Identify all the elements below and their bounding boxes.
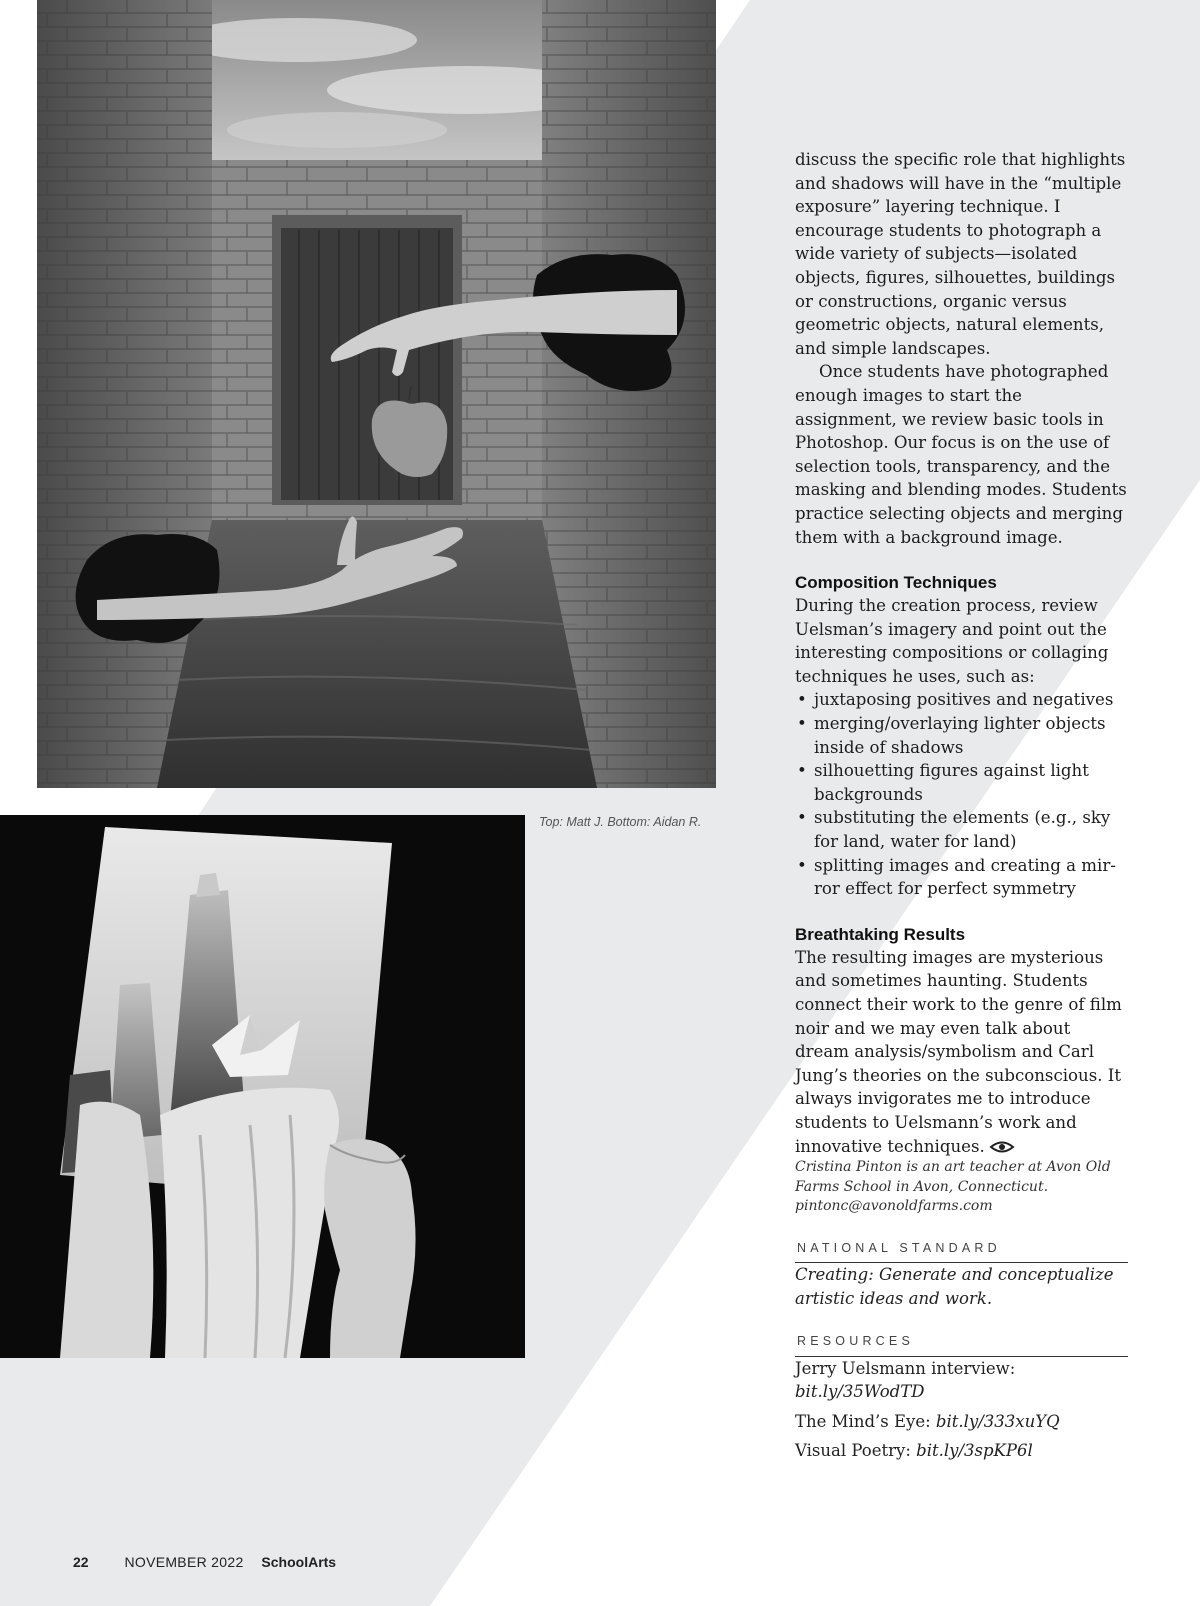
bottom-photo-hand-skyscraper-waterfall bbox=[0, 815, 525, 1358]
composition-heading: Composition Techniques bbox=[795, 573, 997, 593]
resource-name: Jerry Uelsmann interview: bbox=[795, 1358, 1016, 1378]
resource-item bbox=[795, 1357, 1128, 1404]
results-heading: Breathtaking Results bbox=[795, 924, 966, 944]
list-item: • juxtaposing positives and negatives bbox=[795, 688, 1128, 712]
author-bio: Cristina Pinton is an art teacher at Avon Old Farms School in Avon, Connecticut. pintonc@avonoldfarms.com bbox=[795, 1159, 1111, 1215]
resource-link[interactable]: bit.ly/333xuYQ bbox=[935, 1411, 1060, 1431]
issue-date: NOVEMBER 2022 bbox=[124, 1554, 244, 1570]
resources-label: RESOURCES bbox=[795, 1330, 1128, 1357]
resource-link[interactable]: bit.ly/35WodTD bbox=[795, 1382, 925, 1402]
results-text: The resulting images are mysterious and sometimes haunting. Students connect their work to the genre of film noir and we may even talk about dream analysis/symbolism and Carl Jung’s theories on the subconscious. It always invigorates me to introduce students to Uelsmann’s work and innovative techniques. bbox=[795, 947, 1122, 1156]
list-item: • merging/overlaying lighter objects inside of shadows bbox=[795, 712, 1128, 759]
resource-item bbox=[795, 1439, 1128, 1463]
list-item: • silhouetting figures against light backgrounds bbox=[795, 759, 1128, 806]
list-item: • splitting images and creating a mirror effect for perfect symmetry bbox=[795, 854, 1128, 901]
composition-paragraph: During the creation process, review Uelsman’s imagery and point out the interesting compositions or collaging techniques he uses, such as: bbox=[795, 596, 1109, 686]
resource-item bbox=[795, 1410, 1128, 1434]
results-paragraph bbox=[795, 946, 1128, 1158]
national-standard-text: Creating: Generate and conceptualize artistic ideas and work. bbox=[795, 1265, 1114, 1308]
resource-link[interactable]: bit.ly/3spKP6l bbox=[916, 1441, 1033, 1461]
list-item: • substituting the elements (e.g., sky for land, water for land) bbox=[795, 806, 1128, 853]
end-mark-eye-icon bbox=[989, 1140, 1015, 1154]
page-footer bbox=[73, 1554, 336, 1570]
photo-caption: Top: Matt J. Bottom: Aidan R. bbox=[539, 815, 702, 829]
article-text-column bbox=[795, 148, 1128, 1463]
magazine-name: SchoolArts bbox=[261, 1554, 337, 1570]
resource-name: The Mind’s Eye: bbox=[795, 1411, 931, 1431]
second-paragraph: Once students have photographed enough images to start the assignment, we review basic tools in Photoshop. Our focus is on the use of selection tools, transparency, and the masking and blending modes. Students practice selecting objects and merging them with a background image. bbox=[795, 362, 1127, 547]
resource-name: Visual Poetry: bbox=[795, 1441, 911, 1461]
page-number: 22 bbox=[73, 1554, 89, 1570]
intro-paragraph: discuss the specific role that highlights and shadows will have in the “multiple exposure” layering technique. I encourage students to photograph a wide variety of subjects—isolated objects, figures, silhouettes, buildings or constructions, organic versus geometric objects, natural elements, and simple landscapes. bbox=[795, 150, 1126, 358]
composition-list bbox=[795, 688, 1128, 900]
national-standard-label: NATIONAL STANDARD bbox=[795, 1237, 1128, 1264]
top-photo-corridor-hands-apple bbox=[37, 0, 716, 788]
